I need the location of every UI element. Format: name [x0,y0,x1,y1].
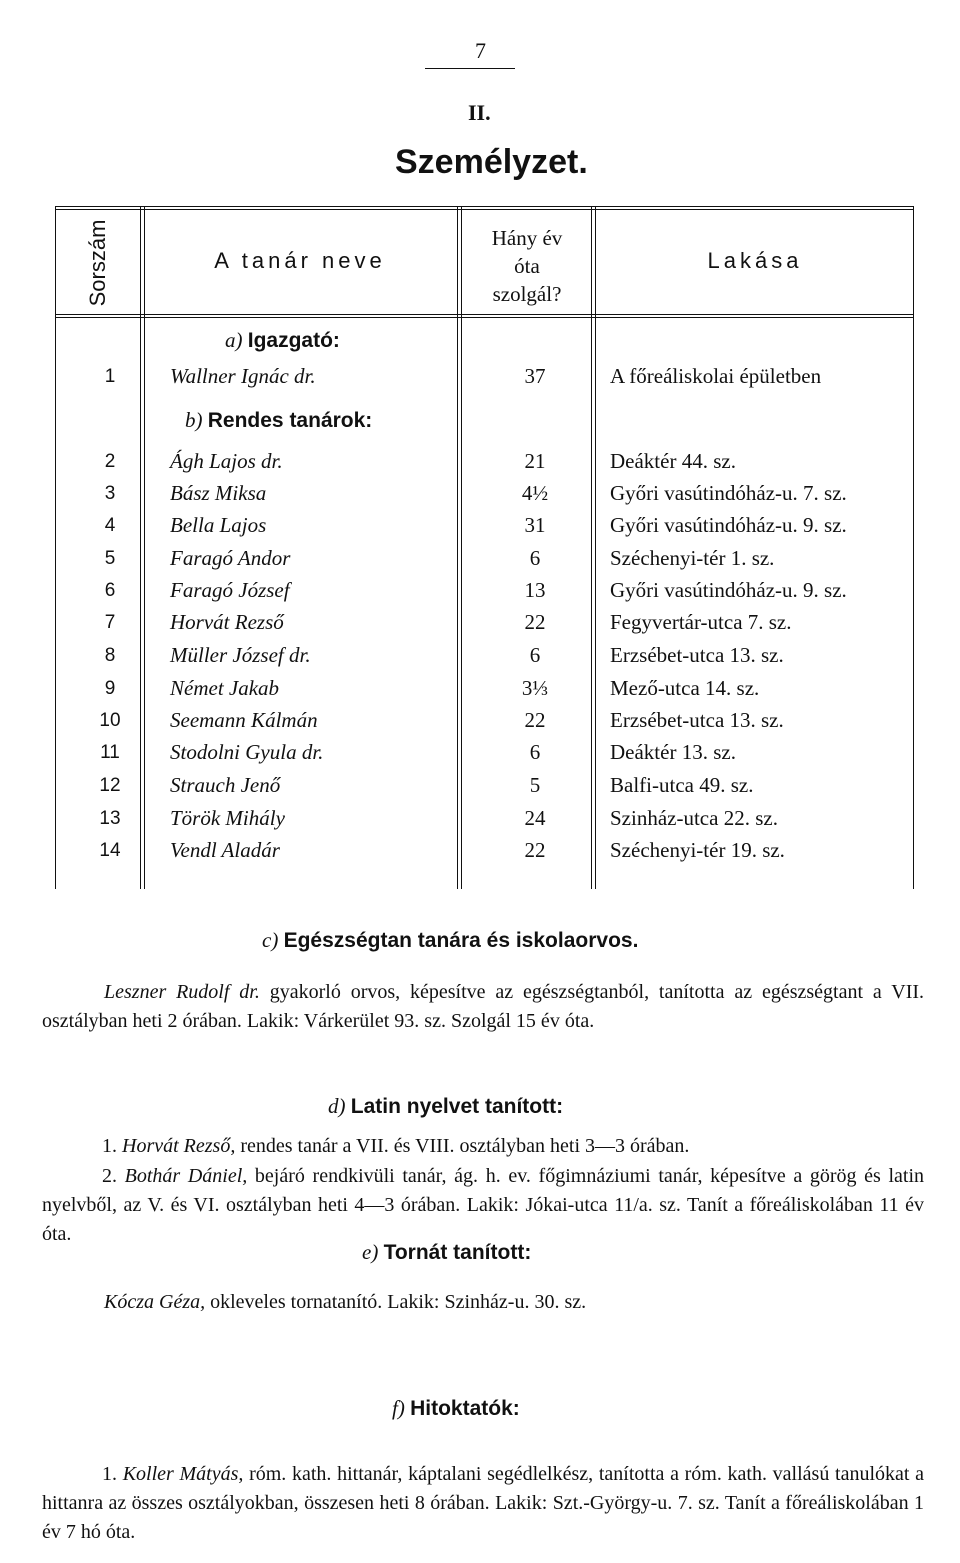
row-number: 2 [104,451,116,472]
section-e-name: Kócza Géza, [104,1291,206,1313]
section-d-item-2-text: bejáró rendkivüli tanár, ág. h. ev. főgimnáziumi tanár, képesítve a görög és latin nyelvből, az V. és VI. osztályban heti 4—3 órában. Lakik: Jókai-utca 11/a. sz. Tanít a főreáliskolában 11 év óta. [42,1165,925,1245]
teacher-name: Ágh Lajos dr. [170,449,283,473]
address: Széchenyi-tér 19. sz. [610,838,785,862]
section-d-item-2 [42,1162,924,1249]
teacher-name: Német Jakab [170,676,280,700]
years-served: 5 [529,773,541,797]
section-d-title [328,1094,563,1119]
table-row [0,513,960,547]
row-number: 5 [104,548,116,569]
row-number: 11 [100,742,120,763]
row-number: 12 [99,775,121,796]
section-c-title [262,928,638,953]
section-d-item-1-num: 1. [102,1135,117,1157]
address: Deáktér 13. sz. [610,740,736,764]
table-row [0,546,960,580]
years-served: 22 [524,838,546,862]
years-served: 22 [524,610,546,634]
section-e-title [362,1240,531,1265]
row-number: 6 [104,580,116,601]
years-served: 22 [524,708,546,732]
teacher-name: Faragó József [170,578,290,602]
section-f-item-1 [42,1460,924,1547]
page-number-rule [425,68,515,69]
address: Győri vasútindóház-u. 7. sz. [610,481,847,505]
section-d-item-1 [42,1132,924,1161]
table-row [0,578,960,612]
section-f-title-text: Hitoktatók: [410,1397,520,1420]
years-served: 31 [524,513,546,537]
section-d-item-1-name: Horvát Rezső, [122,1135,236,1157]
years-served: 24 [524,806,546,830]
teacher-name: Horvát Rezső [170,610,284,634]
teacher-name: Vendl Aladár [170,838,280,862]
section-d-item-2-num: 2. [102,1165,117,1187]
table-row [0,364,960,398]
teacher-name: Seemann Kálmán [170,708,318,732]
section-e-text: okleveles tornatanító. Lakik: Szinház-u. 30. sz. [210,1291,587,1313]
section-e-paragraph [42,1288,924,1317]
table-row [0,740,960,774]
section-b-letter: b) [185,408,203,432]
years-served: 6 [529,740,541,764]
table-row [0,449,960,483]
table-row [0,676,960,710]
section-c-letter: c) [262,928,279,952]
address: Deáktér 44. sz. [610,449,736,473]
address: Balfi-utca 49. sz. [610,773,754,797]
table-top-rule-2 [55,209,913,210]
section-f-letter: f) [392,1396,405,1420]
header-years-line1: Hány év [491,226,563,250]
header-years-line2: óta [514,254,540,278]
table-top-rule [55,206,913,207]
years-served: 21 [524,449,546,473]
page-title: Személyzet. [395,143,588,181]
row-number: 10 [99,710,121,731]
address: Győri vasútindóház-u. 9. sz. [610,578,847,602]
years-served: 4½ [521,481,549,505]
header-address: Lakása [707,248,803,273]
section-d-item-1-text: rendes tanár a VII. és VIII. osztályban heti 3—3 órában. [240,1135,690,1157]
header-name: A tanár neve [214,248,386,273]
address: Erzsébet-utca 13. sz. [610,643,784,667]
address: Széchenyi-tér 1. sz. [610,546,775,570]
address: Erzsébet-utca 13. sz. [610,708,784,732]
row-number: 4 [104,515,116,536]
table-row [0,806,960,840]
section-a-heading [225,328,340,353]
header-sorszam [60,210,135,315]
header-years-line3: szolgál? [492,282,562,306]
address: Győri vasútindóház-u. 9. sz. [610,513,847,537]
row-number: 8 [104,645,116,666]
chapter-numeral: II. [468,100,491,125]
teacher-name: Strauch Jenő [170,773,281,797]
row-number: 3 [104,483,116,504]
section-b-label: Rendes tanárok: [207,409,373,432]
section-d-title-text: Latin nyelvet tanított: [350,1095,564,1118]
table-row [0,773,960,807]
section-e-letter: e) [362,1240,379,1264]
section-f-item-1-text: róm. kath. hittanár, káptalani segédlelkész, tanította a róm. kath. vallású tanulókat a hittanra az összes osztályokban, összesen heti 8 órában. Lakik: Szt.-György-u. 7. sz. Tanít a főreáliskolában 1 év 7 hó óta. [42,1463,925,1543]
table-row [0,708,960,742]
section-c-title-text: Egészségtan tanára és iskolaorvos. [283,929,639,952]
teacher-name: Bász Miksa [170,481,267,505]
header-years [462,224,592,308]
teacher-name: Bella Lajos [170,513,267,537]
years-served: 3⅓ [521,676,549,700]
row-number: 7 [104,612,116,633]
address: A főreáliskolai épületben [610,364,822,388]
section-d-item-2-name: Bothár Dániel, [124,1165,248,1187]
row-number: 14 [99,840,121,861]
section-a-label: Igazgató: [247,329,340,352]
teacher-name: Wallner Ignác dr. [170,364,316,388]
header-sorszam-label: Sorszám [84,219,110,306]
row-number: 9 [104,678,116,699]
table-row [0,838,960,872]
section-c-text: gyakorló orvos, képesítve az egészségtanból, tanította az egészségtant a VII. osztályban heti 2 órában. Lakik: Várkerület 93. sz. Szolgál 15 év óta. [42,981,925,1032]
row-number: 1 [104,366,116,387]
teacher-name: Török Mihály [170,806,285,830]
teacher-name: Müller József dr. [170,643,311,667]
header-bottom-rule-2 [55,317,913,318]
section-a-letter: a) [225,328,243,352]
section-d-letter: d) [328,1094,346,1118]
address: Fegyvertár-utca 7. sz. [610,610,792,634]
row-number: 13 [99,808,121,829]
years-served: 13 [524,578,546,602]
page-number: 7 [475,38,486,63]
address: Szinház-utca 22. sz. [610,806,778,830]
section-f-title [392,1396,520,1421]
years-served: 6 [529,643,541,667]
section-f-item-1-name: Koller Mátyás, [122,1463,244,1485]
header-bottom-rule [55,314,913,315]
teacher-name: Faragó Andor [170,546,291,570]
address: Mező-utca 14. sz. [610,676,760,700]
teacher-name: Stodolni Gyula dr. [170,740,324,764]
section-c-name: Leszner Rudolf dr. [104,981,260,1003]
table-row [0,481,960,515]
section-c-paragraph [42,978,924,1036]
years-served: 6 [529,546,541,570]
section-e-title-text: Tornát tanított: [383,1241,532,1264]
years-served: 37 [524,364,546,388]
table-row [0,610,960,644]
section-f-item-1-num: 1. [102,1463,117,1485]
section-b-heading [185,408,372,433]
table-row [0,643,960,677]
